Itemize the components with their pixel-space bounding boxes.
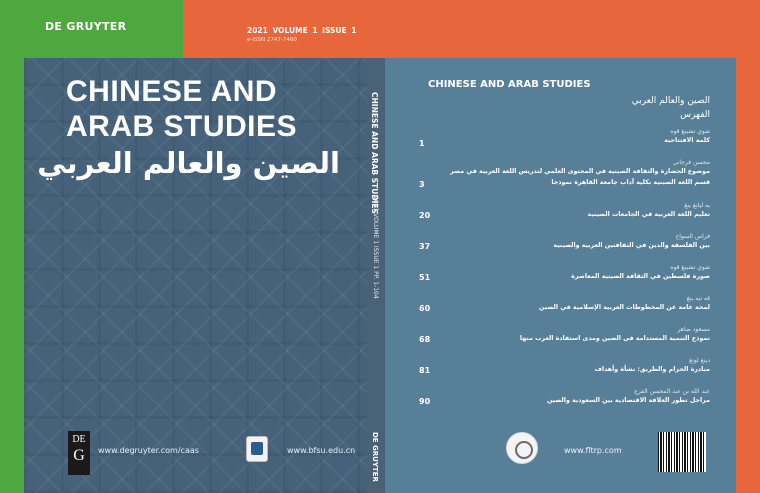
toc-author: يه ليانغ ينغ (684, 202, 710, 209)
toc-page: 37 (419, 242, 431, 251)
bfsu-logo-icon (246, 436, 268, 462)
toc-entry (414, 357, 710, 388)
toc-author: شوي تشينغ قوه (670, 128, 710, 135)
front-title-line-1: CHINESE AND (66, 75, 278, 108)
toc-title: كلمة الافتتاحية (664, 137, 710, 144)
toc-title: موضوع الحضارة والثقافة الصينية في المحتوى العلمي لتدريس اللغة العربية في مصر (450, 168, 710, 175)
toc-page: 81 (419, 366, 431, 375)
toc-title: مراحل تطور العلاقة الاقتصادية بين السعودية والصين (546, 397, 710, 404)
issn: e-ISSN 2747-7460 (247, 37, 297, 43)
issue-line: 2021 VOLUME 1 ISSUE 1 (247, 26, 357, 35)
toc-entry (414, 128, 710, 159)
spine-publisher: DE GRUYTER (371, 432, 379, 482)
back-orange-strip (736, 0, 760, 493)
front-title-arabic: الصين والعالم العربي (37, 146, 340, 180)
toc-author: فراس السواح (675, 233, 710, 240)
barcode-icon (658, 432, 706, 472)
toc-entry (414, 233, 710, 264)
toc-entry (414, 388, 710, 419)
spine-issue-info: 2021 VOLUME 1 ISSUE 1 PP. 1-104 (372, 196, 379, 299)
toc-author: عبد الله بن عبد المحسن الفرج (633, 388, 710, 395)
table-of-contents (414, 128, 710, 419)
toc-heading: الفهرس (680, 110, 710, 120)
toc-author: شوي تشينغ قوه (670, 264, 710, 271)
back-url: www.fltrp.com (564, 446, 622, 455)
de-gruyter-logo (68, 431, 90, 475)
toc-author: مسعود ضاهر (677, 326, 710, 333)
front-title-english (66, 74, 297, 144)
toc-author: محسن فرجاني (672, 159, 710, 166)
toc-entry (414, 264, 710, 295)
toc-page: 60 (419, 304, 431, 313)
front-green-strip (0, 0, 24, 493)
toc-page: 20 (419, 211, 431, 220)
toc-page: 1 (419, 139, 425, 148)
toc-author: قه تيه ينغ (686, 295, 710, 302)
toc-entry (414, 202, 710, 233)
toc-title: نموذج التنمية المستدامة في الصين ومدى استفادة العرب منها (519, 335, 710, 342)
toc-title: بين الفلسفة والدين في الثقافتين العربية والصينية (553, 242, 710, 249)
toc-title: صورة فلسطين في الثقافة الصينية المعاصرة (571, 273, 710, 280)
toc-title: مبادرة الحزام والطريق: نشأة وأهداف (594, 366, 710, 373)
back-title: CHINESE AND ARAB STUDIES (428, 79, 591, 90)
partner-url: www.bfsu.edu.cn (287, 446, 356, 455)
toc-entry (414, 326, 710, 357)
logo-top-text: DE (72, 434, 86, 445)
spine-title: CHINESE AND ARAB STUDIES (370, 92, 379, 214)
toc-entry (414, 295, 710, 326)
back-title-arabic: الصين والعالم العربي (631, 96, 710, 106)
toc-page: 3 (419, 180, 425, 189)
toc-page: 51 (419, 273, 431, 282)
front-url: www.degruyter.com/caas (98, 446, 199, 455)
front-title-line-2: ARAB STUDIES (66, 110, 298, 143)
logo-bottom-text: G (73, 447, 85, 464)
toc-title: تعليم اللغة العربية في الجامعات الصينية (587, 211, 710, 218)
toc-entry (414, 159, 710, 202)
toc-page: 90 (419, 397, 431, 406)
toc-author: دينغ لونغ (688, 357, 710, 364)
toc-title-continued: قسم اللغة الصينية بكلية آداب جامعة القاهرة نموذجا (551, 179, 710, 186)
toc-page: 68 (419, 335, 431, 344)
toc-title: لمحة عامة عن المخطوطات العربية الإسلامية في الصين (539, 304, 710, 311)
publisher-name: DE GRUYTER (45, 20, 127, 33)
publisher-emblem-icon (506, 432, 538, 464)
